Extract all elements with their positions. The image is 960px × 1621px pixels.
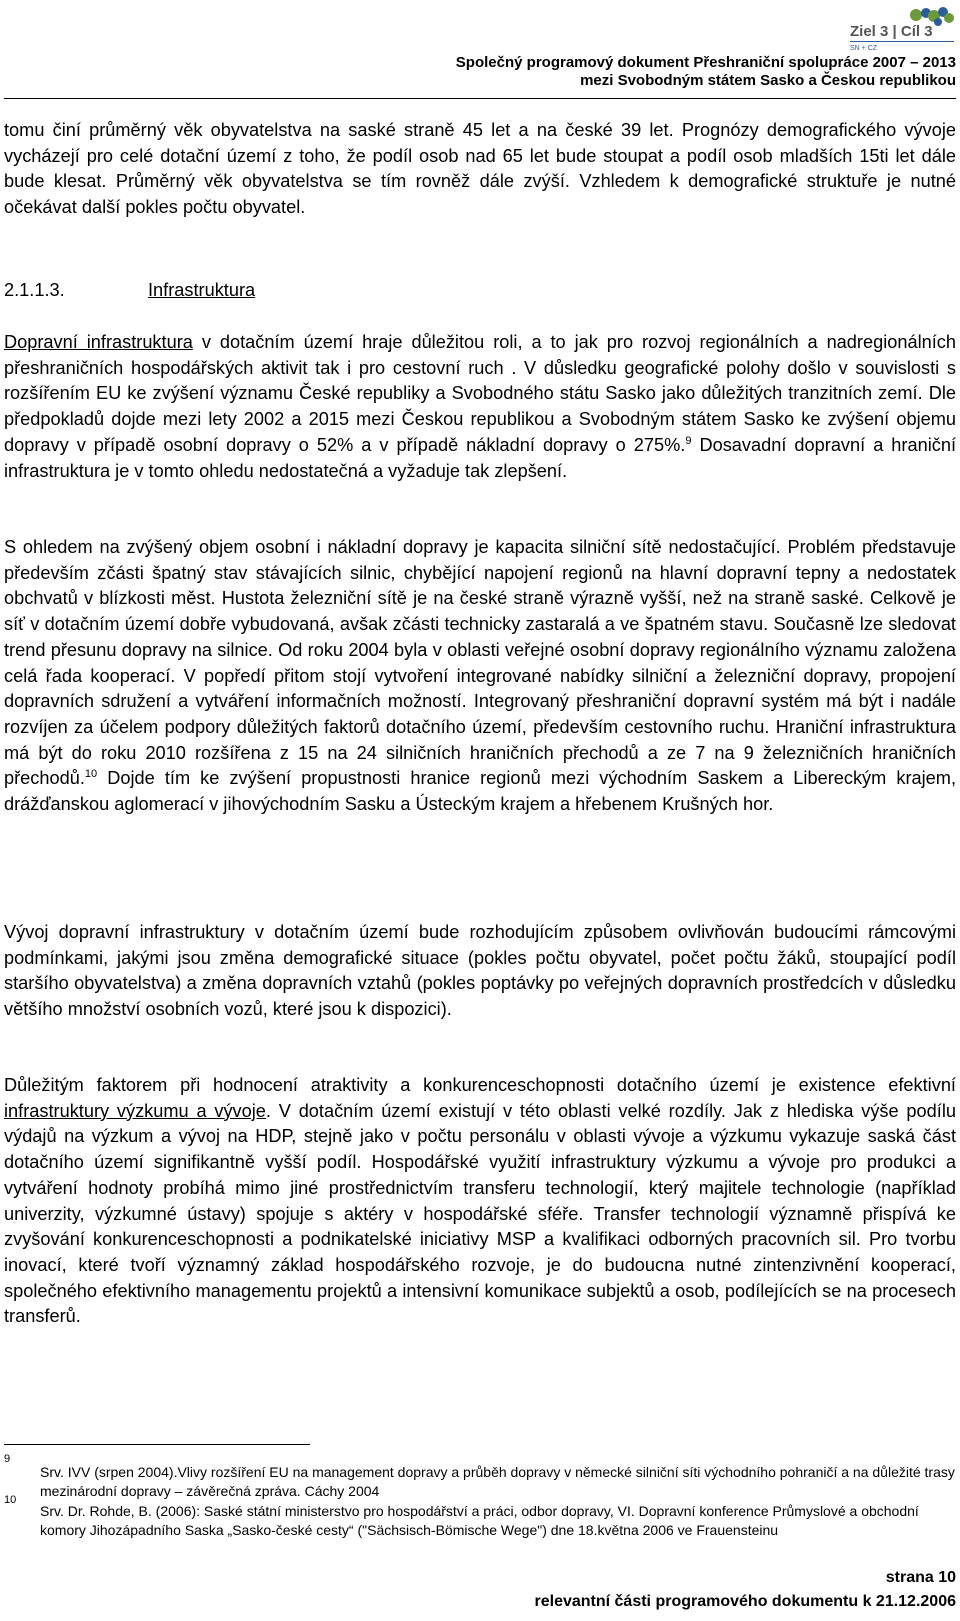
paragraph-text: Důležitým faktorem při hodnocení atraktivity a konkurenceschopnosti dotačního území je existence efektivní xyxy=(4,1075,956,1095)
header-line-1: Společný programový dokument Přeshraniční spolupráce 2007 – 2013 xyxy=(455,54,956,71)
section-title: Infrastruktura xyxy=(148,280,256,300)
footnote-ref-9[interactable]: 9 xyxy=(685,434,692,447)
paragraph-text: v dotačním území hraje důležitou roli, a to jak pro rozvoj regionálních a nadregionálních přeshraničních hospodářských aktivit tak i pro cestovní ruch . V důsledku geografické polohy došlo v souvislosti s rozšířením EU ke zvýšení významu České republiky a Svobodného státu Sasko jako důležitých tranzitních zemí. Dle předpokladů dojde mezi lety 2002 a 2015 mezi Českou republikou a Svobodným státem Sasko ke zvýšení objemu dopravy v případě osobní dopravy o 52% a v případě nákladní dopravy o 275%. xyxy=(4,332,956,455)
research-infrastructure-term: infrastruktury výzkumu a vývoje xyxy=(4,1100,266,1121)
paragraph-future-development: Vývoj dopravní infrastruktury v dotačním území bude rozhodujícím způsobem ovlivňován budoucími rámcovými podmínkami, jakými jsou změna demografické situace (pokles počtu obyvatel, počet počtu žáků, stoupající podíl staršího obyvatelstva) a změna dopravních vztahů (pokles poptávky po veřejných dopravních prostředcích v důsledku většího množství osobních vozů, které jsou k dispozici). xyxy=(4,922,956,1020)
paragraph-text: Dojde tím ke zvýšení propustnosti hranice regionů mezi východním Saskem a Libereckým krajem, drážďanskou aglomerací v jihovýchodním Sasku a Ústeckým krajem a hřebenem Krušných hor. xyxy=(4,768,956,815)
footnote-divider xyxy=(4,1444,310,1445)
paragraph-road-network xyxy=(4,535,956,818)
paragraph-transport-infrastructure xyxy=(4,330,956,484)
footnote-10: Srv. Dr. Rohde, B. (2006): Saské státní ministerstvo pro hospodářství a práci, odbor dopravy, VI. Dopravní konference Průmyslové a obchodní komory Jihozápadního Saska „Sasko-české cesty“ ("Sächsisch-Bömische Wege") dne 18.května 2006 ve Frauensteinu xyxy=(40,1503,919,1538)
header-divider xyxy=(4,98,956,99)
footnote-9: Srv. IVV (srpen 2004).Vlivy rozšíření EU na management dopravy a průběh dopravy v německé silniční síti východního pohraničí a na důležité trasy mezinárodní dopravy – závěrečná zpráva. Cáchy 2004 xyxy=(40,1464,955,1499)
logo-text-top: Ziel 3 | Cíl 3 xyxy=(850,23,933,40)
header-line-2: mezi Svobodným státem Sasko a Českou republikou xyxy=(580,72,956,89)
document-header xyxy=(396,54,956,90)
logo-text-bottom: SN + CZ xyxy=(850,45,878,52)
page-number: strana 10 xyxy=(885,1569,956,1586)
paragraph-text: S ohledem na zvýšený objem osobní i nákladní dopravy je kapacita silniční sítě nedostačující. Problém představuje především zčásti špatný stav stávajících silnic, chybějící napojení regionů na hlavní dopravní tepny a nedostatek obchvatů v blízkosti měst. Hustota železniční sítě je na české straně výrazně vyšší, než na straně saské. Celkově je síť v dotačním území dobře vybudovaná, avšak zčásti technicky zastaralá a ve špatném stavu. Současně lze sledovat trend přesunu dopravy na silnice. Od roku 2004 byla v oblasti veřejné osobní dopravy regionálního významu založena celá řada kooperací. V popředí přitom stojí vytvoření integrované nabídky silniční a železniční dopravy, propojení dopravních sdružení a vytváření informačních možností. Integrovaný přeshraniční dopravní systém má být i nadále rozvíjen za účelem podpory důležitých faktorů dotačního území, především cestovního ruchu. Hraniční infrastruktura má být do roku 2010 rozšířena z 15 na 24 silničních hraničních přechodů a ze 7 na 9 železničních hraničních přechodů. xyxy=(4,537,956,789)
footnote-ref-10[interactable]: 10 xyxy=(84,768,98,781)
paragraph-text: Dosavadní dopravní a hraniční infrastruktura je v tomto ohledu nedostatečná a vyžaduje tak zlepšení. xyxy=(4,434,957,481)
footer-note: relevantní části programového dokumentu k 21.12.2006 xyxy=(534,1593,956,1610)
section-number: 2.1.1.3. xyxy=(4,280,65,300)
paragraph-text: . V dotačním území existují v této oblasti velké rozdíly. Jak z hlediska výše podílu výdajů na výzkum a vývoj na HDP, stejně jako v počtu personálu v oblasti vývoje a výzkumu vykazuje saská část dotačního území signifikantně vyšší podíl. Hospodářské využití infrastruktury výzkumu a vývoje pro produkci a vytváření hodnoty probíhá mimo jiné prostřednictvím transferu technologií, který majitele technologie (například univerzity, výzkumné ústavy) spojuje s aktéry v hospodářské sféře. Transfer technologií významně přispívá ke zvyšování konkurenceschopnosti a podnikatelské iniciativy MSP a kvalifikaci odborných pracovních sil. Pro tvorbu inovací, které tvoří významný základ hospodářského rozvoje, je do budoucna nutné zintenzivnění kooperací, společného efektivního managementu projektů a intensivní komunikace subjektů a osob, podílejících se na procesech transferů. xyxy=(4,1100,956,1327)
footnote-number-9: 9 xyxy=(4,1453,11,1465)
logo-graphic xyxy=(848,6,956,52)
footnote-number-10: 10 xyxy=(4,1494,17,1506)
paragraph-research-infrastructure xyxy=(4,1073,956,1330)
ziel3-logo xyxy=(848,6,956,52)
transport-infrastructure-term: Dopravní infrastruktura xyxy=(4,332,193,352)
paragraph-demography: tomu činí průměrný věk obyvatelstva na saské straně 45 let a na české 39 let. Prognózy demografického vývoje vycházejí pro celé dotační území z toho, že podíl osob nad 65 let bude stoupat a podíl osob mladších 15ti let dále bude klesat. Průměrný věk obyvatelstva se tím rovněž dále zvýší. Vzhledem k demografické struktuře je nutné očekávat další pokles počtu obyvatel. xyxy=(4,120,956,218)
